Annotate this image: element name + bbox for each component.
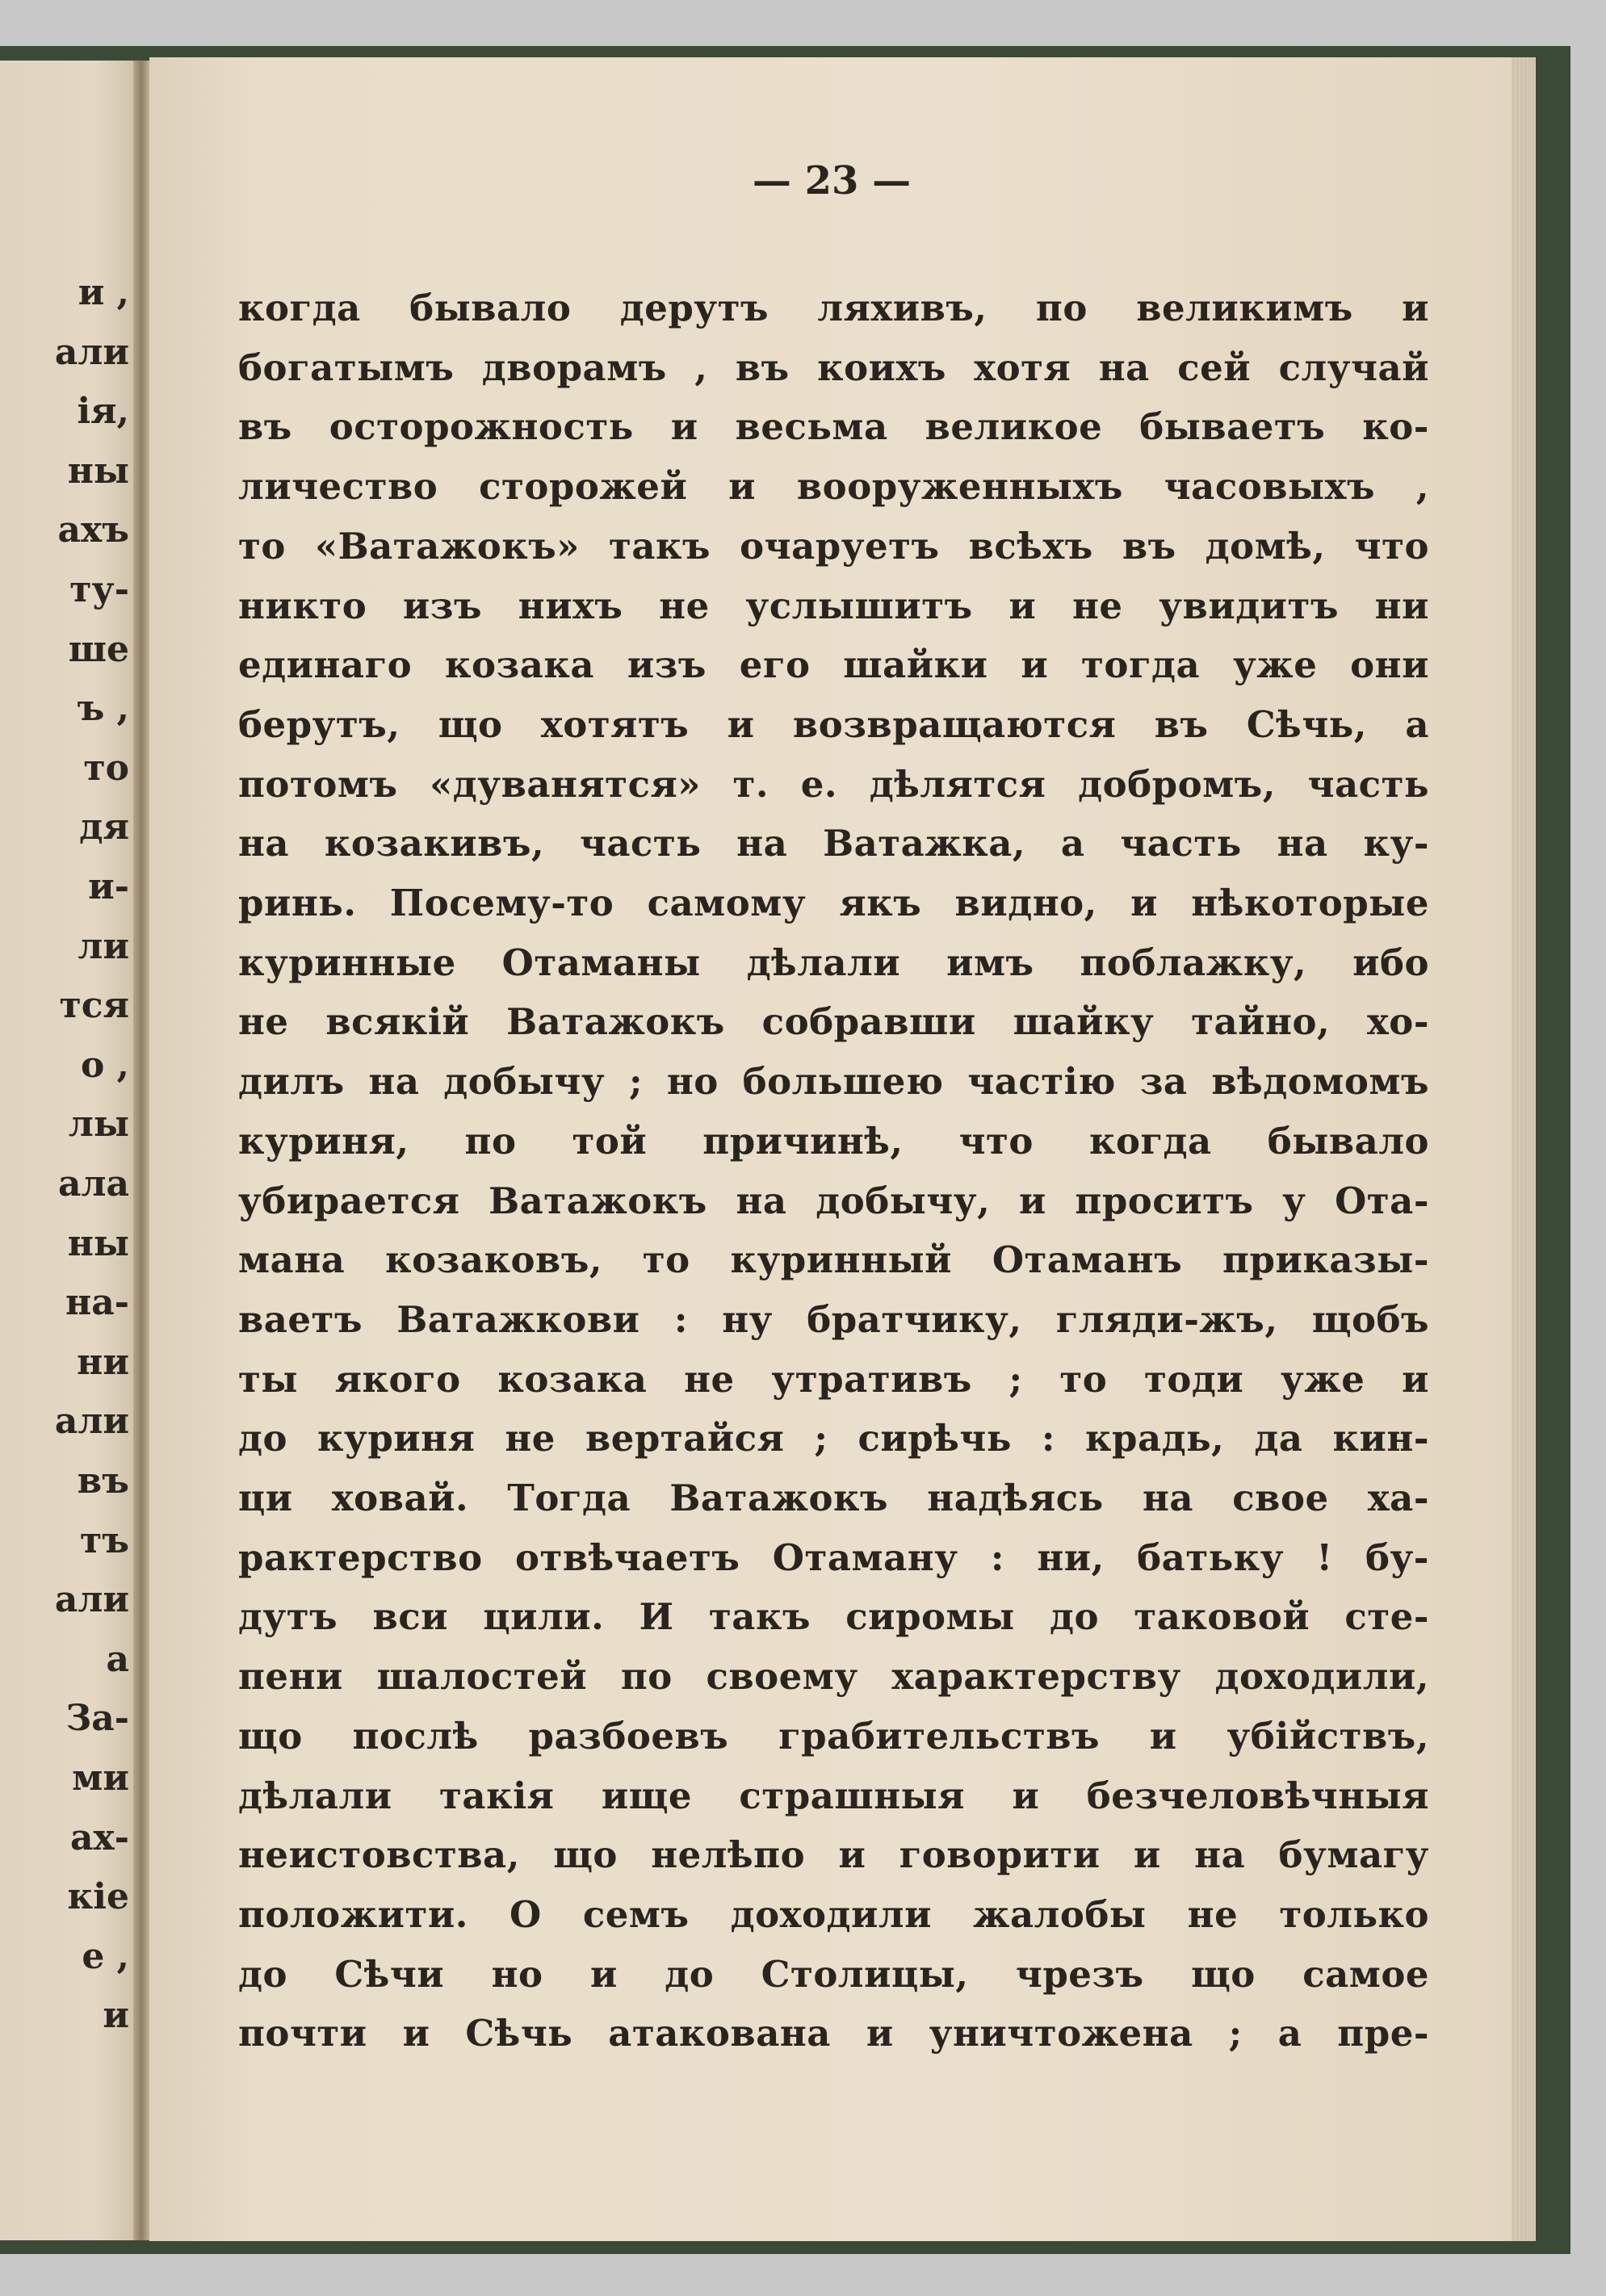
text-line: рактерство отвѣчаетъ Отаману : ни, батьку ! бу- bbox=[238, 1536, 1429, 1579]
left-page-fragment: ахъ bbox=[57, 509, 129, 551]
text-line: куриня, по той причинѣ, что когда бывало bbox=[238, 1119, 1429, 1163]
left-page-fragment: ни bbox=[77, 1341, 129, 1383]
left-page-fragment: За- bbox=[65, 1698, 129, 1740]
left-page-fragment: тъ bbox=[79, 1519, 129, 1561]
text-line: потомъ «дуванятся» т. е. дѣлятся добромъ, часть bbox=[238, 762, 1429, 806]
text-line: ринь. Посему-то самому якъ видно, и нѣкоторые bbox=[238, 882, 1429, 924]
left-page-fragment: на- bbox=[65, 1282, 129, 1324]
text-line: неистовства, що нелѣпо и говорити и на бумагу bbox=[238, 1833, 1429, 1877]
left-page-fragment: и- bbox=[88, 866, 129, 907]
left-page-fragment: кіе bbox=[67, 1876, 129, 1918]
left-page-fragment: ала bbox=[57, 1163, 129, 1205]
left-page-fragment: о , bbox=[81, 1044, 129, 1086]
left-page-fragment: ія, bbox=[77, 391, 129, 433]
text-line: дѣлали такія ище страшныя и безчеловѣчныя bbox=[238, 1774, 1429, 1817]
left-page-fragment: а bbox=[106, 1638, 129, 1680]
left-page-fragment: ше bbox=[68, 628, 129, 670]
left-page-fragment: лы bbox=[68, 1104, 129, 1146]
text-line: пени шалостей по своему характерству доходили, bbox=[238, 1655, 1429, 1699]
page-edge bbox=[1512, 57, 1536, 2241]
left-page-fragment: али bbox=[54, 331, 129, 373]
text-line: що послѣ разбоевъ грабительствъ и убійствъ, bbox=[238, 1714, 1429, 1758]
text-line: богатымъ дворамъ , въ коихъ хотя на сей случай bbox=[238, 346, 1429, 389]
right-page bbox=[149, 57, 1514, 2241]
text-line: до куриня не вертайся ; сирѣчь : крадь, да кин- bbox=[238, 1417, 1429, 1460]
text-line: ци ховай. Тогда Ватажокъ надѣясь на свое ха- bbox=[238, 1477, 1429, 1519]
left-page-fragment: е , bbox=[82, 1935, 129, 1977]
left-page-fragment: ах- bbox=[69, 1816, 129, 1858]
text-line: никто изъ нихъ не услышитъ и не увидитъ ни bbox=[238, 584, 1429, 627]
left-page-fragment: тся bbox=[59, 985, 129, 1027]
text-line: то «Ватажокъ» такъ очаруетъ всѣхъ въ домѣ, что bbox=[238, 524, 1429, 568]
text-line: единаго козака изъ его шайки и тогда уже они bbox=[238, 643, 1429, 687]
left-page-fragment: и , bbox=[78, 272, 129, 313]
text-line: берутъ, що хотятъ и возвращаются въ Сѣчь, а bbox=[238, 702, 1429, 746]
text-line: положити. О семъ доходили жалобы не только bbox=[238, 1892, 1429, 1936]
text-line: куринные Отаманы дѣлали имъ поблажку, ибо bbox=[238, 941, 1429, 984]
left-page bbox=[0, 61, 137, 2240]
text-line: не всякій Ватажокъ собравши шайку тайно, хо- bbox=[238, 1000, 1429, 1044]
text-line: дутъ вси цили. И такъ сиромы до таковой сте- bbox=[238, 1595, 1429, 1639]
book-gutter bbox=[133, 61, 151, 2240]
left-page-fragment: въ bbox=[77, 1460, 129, 1502]
text-line: когда бывало дерутъ ляхивъ, по великимъ и bbox=[238, 287, 1429, 329]
left-page-fragment: ны bbox=[67, 1222, 129, 1264]
book-scan bbox=[0, 46, 1570, 2254]
left-page-fragment: али bbox=[54, 1401, 129, 1443]
text-line: дилъ на добычу ; но большею частію за вѣдомомъ bbox=[238, 1060, 1429, 1104]
left-page-fragment: ли bbox=[78, 925, 129, 967]
left-page-fragment: ми bbox=[72, 1758, 129, 1799]
left-page-fragment: ту- bbox=[69, 569, 129, 610]
text-line: мана козаковъ, то куринный Отаманъ приказы- bbox=[238, 1238, 1429, 1282]
text-line: до Сѣчи но и до Столицы, чрезъ що самое bbox=[238, 1952, 1429, 1996]
left-page-fragment: ъ , bbox=[77, 688, 129, 730]
text-line: убирается Ватажокъ на добычу, и проситъ у Ота- bbox=[238, 1179, 1429, 1222]
left-page-fragment: и bbox=[103, 1995, 129, 2037]
left-page-fragment: ны bbox=[67, 450, 129, 492]
text-line: почти и Сѣчь атакована и уничтожена ; а пре- bbox=[238, 2012, 1429, 2055]
text-line: ты якого козака не утративъ ; то тоди уже и bbox=[238, 1357, 1429, 1401]
text-line: на козакивъ, часть на Ватажка, а часть на ку- bbox=[238, 822, 1429, 865]
left-page-fragment: то bbox=[83, 747, 129, 789]
text-line: личество сторожей и вооруженныхъ часовыхъ , bbox=[238, 465, 1429, 509]
left-page-fragment: али bbox=[54, 1579, 129, 1621]
text-line: ваетъ Ватажкови : ну братчику, гляди-жъ, щобъ bbox=[238, 1297, 1429, 1341]
page-number: — 23 — bbox=[752, 158, 912, 203]
left-page-fragment: дя bbox=[79, 807, 129, 848]
text-line: въ осторожность и весьма великое бываетъ ко- bbox=[238, 405, 1429, 449]
